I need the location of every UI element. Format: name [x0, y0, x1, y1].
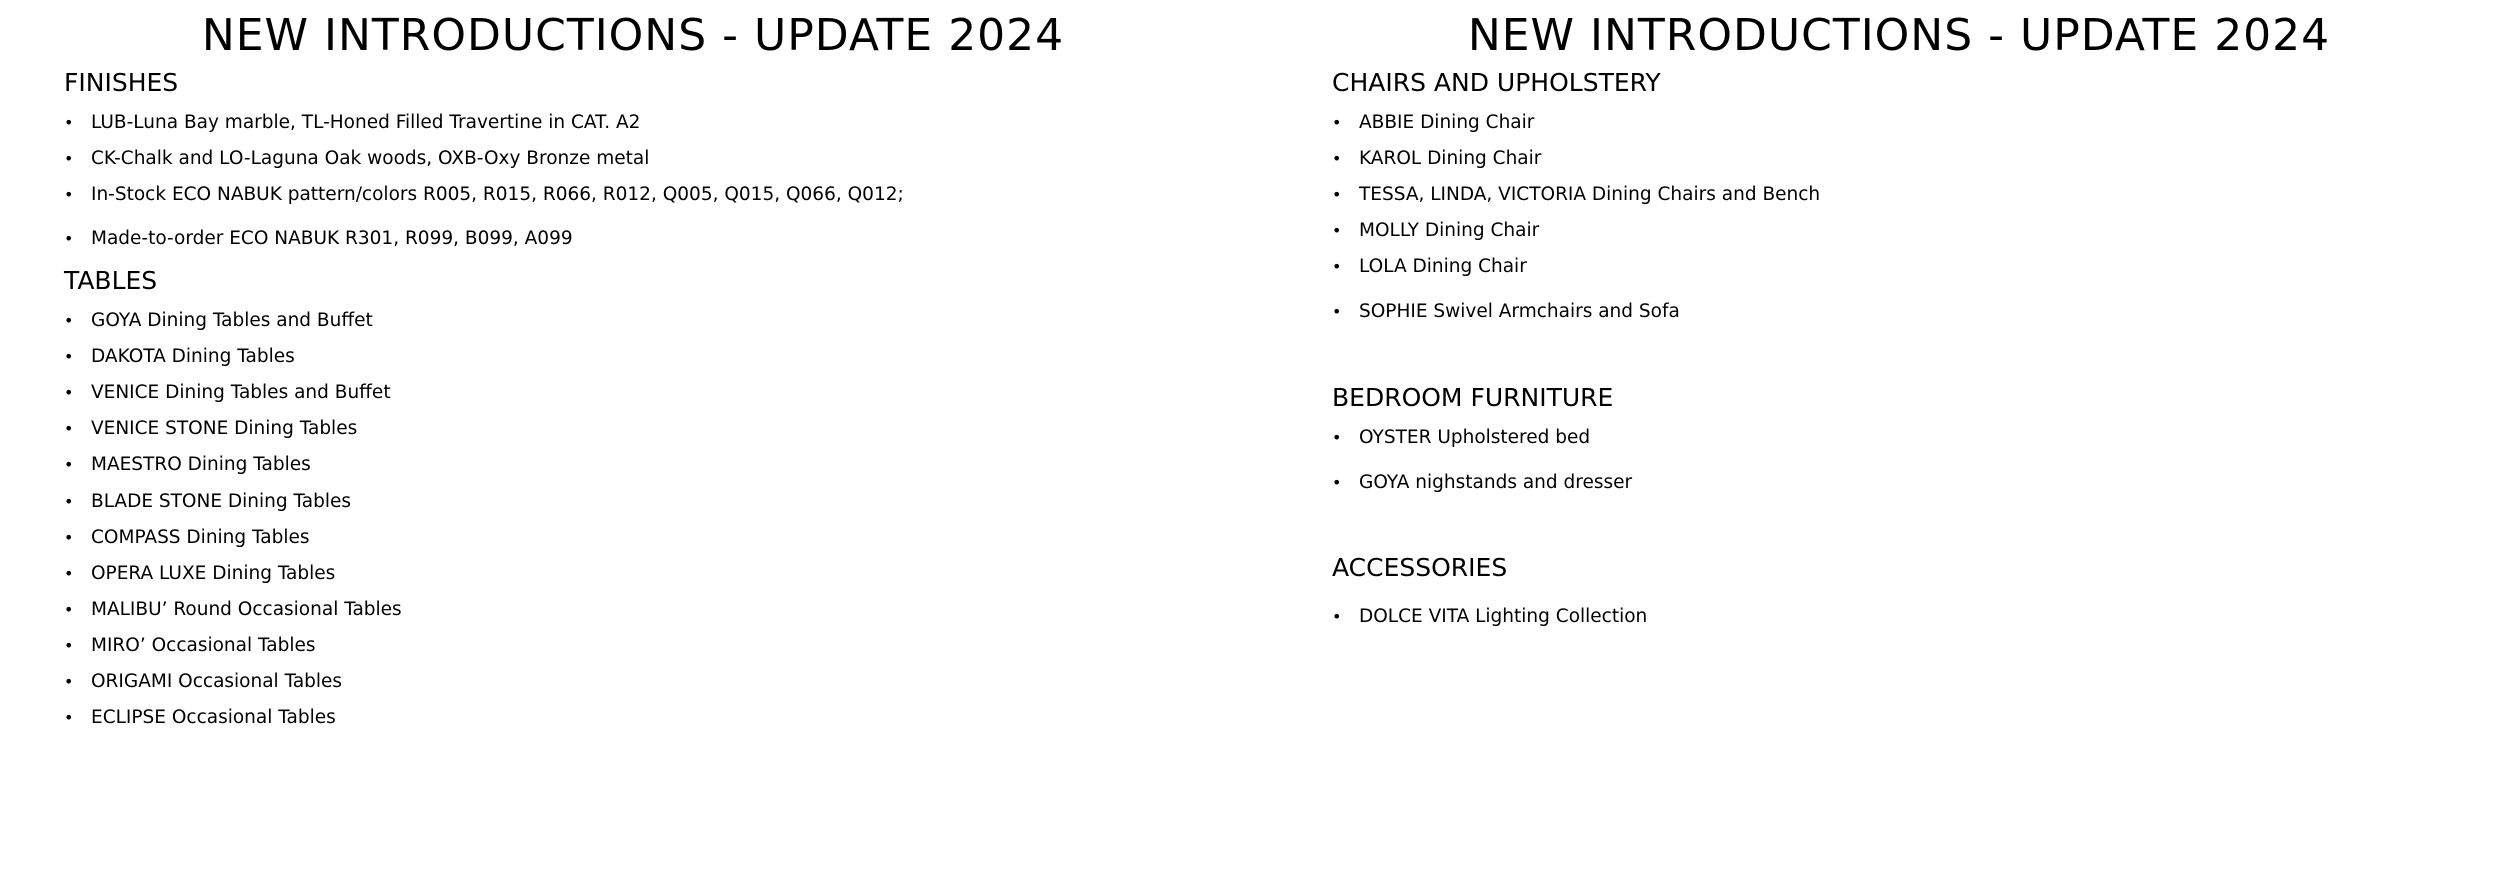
bullet-icon: • [64, 113, 74, 132]
bullet-icon: • [1332, 257, 1342, 276]
bullet-icon: • [64, 311, 74, 330]
list-item-text: ABBIE Dining Chair [1359, 112, 1535, 133]
bullet-icon: • [64, 708, 74, 727]
section-heading-finishes: FINISHES [64, 68, 179, 97]
list-item-text: MALIBU’ Round Occasional Tables [91, 599, 402, 620]
bullet-icon: • [64, 600, 74, 619]
list-item-text: In-Stock ECO NABUK pattern/colors R005, R015, R066, R012, Q005, Q015, Q066, Q012; [91, 184, 904, 205]
section-heading-accessories: ACCESSORIES [1332, 553, 1508, 582]
bullet-icon: • [1332, 473, 1342, 492]
list-item-text: VENICE Dining Tables and Buffet [91, 382, 391, 403]
page-title: NEW INTRODUCTIONS - UPDATE 2024 [1467, 10, 2331, 61]
list-item-text: ORIGAMI Occasional Tables [91, 671, 343, 692]
list-item-text: Made-to-order ECO NABUK R301, R099, B099, A099 [91, 228, 573, 249]
list-item-text: COMPASS Dining Tables [91, 527, 310, 548]
list-item-text: SOPHIE Swivel Armchairs and Sofa [1359, 301, 1680, 322]
list-item-text: CK-Chalk and LO-Laguna Oak woods, OXB-Oxy Bronze metal [91, 148, 650, 169]
bullet-icon: • [64, 672, 74, 691]
list-item-text: TESSA, LINDA, VICTORIA Dining Chairs and Bench [1359, 184, 1821, 205]
list-item-text: OPERA LUXE Dining Tables [91, 563, 336, 584]
bullet-icon: • [1332, 428, 1342, 447]
list-item-text: DOLCE VITA Lighting Collection [1359, 606, 1648, 627]
bullet-icon: • [64, 528, 74, 547]
bullet-icon: • [1332, 302, 1342, 321]
bullet-icon: • [64, 185, 74, 204]
list-item-text: LUB-Luna Bay marble, TL-Honed Filled Travertine in CAT. A2 [91, 112, 641, 133]
list-item-text: ECLIPSE Occasional Tables [91, 707, 336, 728]
bullet-icon: • [1332, 185, 1342, 204]
section-heading-tables: TABLES [64, 266, 158, 295]
list-item-text: MIRO’ Occasional Tables [91, 635, 316, 656]
list-item-text: GOYA Dining Tables and Buffet [91, 310, 373, 331]
list-item-text: OYSTER Upholstered bed [1359, 427, 1591, 448]
bullet-icon: • [64, 564, 74, 583]
list-item-text: LOLA Dining Chair [1359, 256, 1527, 277]
bullet-icon: • [1332, 149, 1342, 168]
list-item-text: BLADE STONE Dining Tables [91, 491, 351, 512]
right-page [1266, 0, 2500, 884]
list-item-text: KAROL Dining Chair [1359, 148, 1542, 169]
list-item-text: DAKOTA Dining Tables [91, 346, 295, 367]
list-item-text: GOYA nighstands and dresser [1359, 472, 1633, 493]
bullet-icon: • [64, 229, 74, 248]
list-item-text: MAESTRO Dining Tables [91, 454, 311, 475]
bullet-icon: • [1332, 221, 1342, 240]
bullet-icon: • [1332, 113, 1342, 132]
list-item-text: VENICE STONE Dining Tables [91, 418, 358, 439]
page-title: NEW INTRODUCTIONS - UPDATE 2024 [201, 10, 1065, 61]
bullet-icon: • [1332, 607, 1342, 626]
bullet-icon: • [64, 419, 74, 438]
section-heading-bedroom: BEDROOM FURNITURE [1332, 383, 1614, 412]
bullet-icon: • [64, 149, 74, 168]
bullet-icon: • [64, 492, 74, 511]
section-heading-chairs: CHAIRS AND UPHOLSTERY [1332, 68, 1661, 97]
bullet-icon: • [64, 455, 74, 474]
list-item-text: MOLLY Dining Chair [1359, 220, 1540, 241]
bullet-icon: • [64, 347, 74, 366]
bullet-icon: • [64, 383, 74, 402]
bullet-icon: • [64, 636, 74, 655]
